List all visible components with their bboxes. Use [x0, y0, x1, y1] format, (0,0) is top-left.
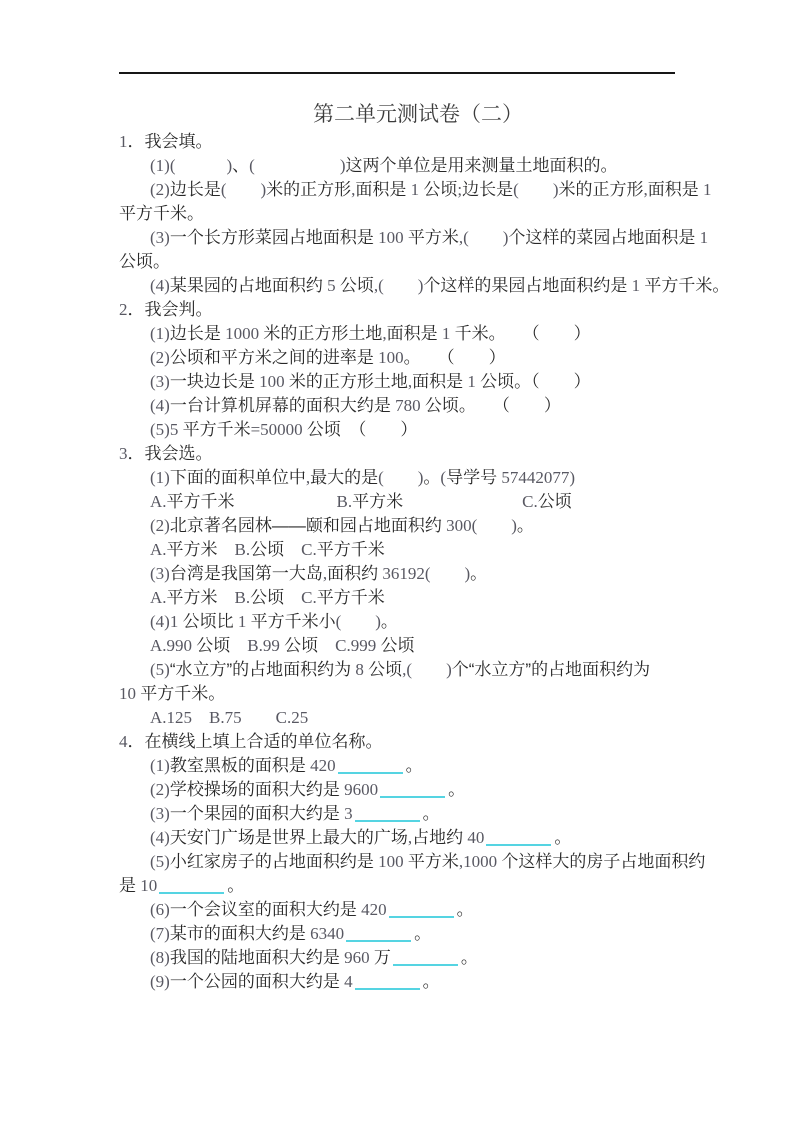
answer-blank [389, 901, 454, 918]
q3-item-2-options: A.平方米 B.公顷 C.平方千米 [150, 540, 385, 559]
q4-item-4 [119, 826, 679, 850]
q4-item-3-period: 。 [422, 804, 440, 823]
q4-item-3 [119, 802, 679, 826]
q1-item-4: (4)某果园的占地面积约 5 公顷,( )个这样的果园占地面积约是 1 平方千米。 [150, 276, 730, 295]
q4-item-9-text: (9)一个公园的面积大约是 4 [150, 972, 353, 991]
q3-item-1-options: A.平方千米 B.平方米 C.公顷 [150, 492, 572, 511]
q3-heading: 3．我会选。 [119, 444, 213, 463]
q4-item-5: (5)小红家房子的占地面积约是 100 平方米,1000 个这样大的房子占地面积约 [150, 852, 706, 871]
q2-heading: 2．我会判。 [119, 300, 213, 319]
answer-blank [355, 973, 420, 990]
q4-item-6-period: 。 [456, 900, 474, 919]
q4-item-7-text: (7)某市的面积大约是 6340 [150, 924, 345, 943]
q4-item-1-text: (1)教室黑板的面积是 420 [150, 756, 336, 775]
q4-item-2-text: (2)学校操场的面积大约是 9600 [150, 780, 379, 799]
q3-item-5: (5)“水立方”的占地面积约为 8 公顷,( )个“水立方”的占地面积约为 [150, 660, 651, 679]
q4-item-7 [119, 922, 679, 946]
q3-item-3-options: A.平方米 B.公顷 C.平方千米 [150, 588, 385, 607]
answer-blank [393, 949, 458, 966]
page-title: 第二单元测试卷（二） [313, 102, 523, 126]
q4-item-8-period: 。 [460, 948, 478, 967]
q3-item-5-options: A.125 B.75 C.25 [150, 708, 309, 727]
q3-item-1: (1)下面的面积单位中,最大的是( )。(导学号 57442077) [150, 468, 576, 487]
q4-item-2 [119, 778, 679, 802]
worksheet-body [119, 130, 730, 994]
q3-item-5-cont: 10 平方千米。 [119, 684, 226, 703]
q4-item-4-text: (4)天安门广场是世界上最大的广场,占地约 40 [150, 828, 485, 847]
q4-item-5-cont [119, 874, 679, 898]
q1-heading: 1．我会填。 [119, 132, 213, 151]
q4-item-8-text: (8)我国的陆地面积大约是 960 万 [150, 948, 391, 967]
q2-item-3: (3)一块边长是 100 米的正方形土地,面积是 1 公顷。（ ） [150, 372, 591, 391]
q2-item-2: (2)公顷和平方米之间的进率是 100。 （ ） [150, 348, 506, 367]
q1-item-2: (2)边长是( )米的正方形,面积是 1 公顷;边长是( )米的正方形,面积是 1 [150, 180, 712, 199]
q4-item-1-period: 。 [405, 756, 423, 775]
q2-item-5: (5)5 平方千米=50000 公顷 （ ） [150, 420, 418, 439]
header-rule [119, 72, 675, 74]
q2-item-1: (1)边长是 1000 米的正方形土地,面积是 1 千米。 （ ） [150, 324, 591, 343]
q4-item-1 [119, 754, 679, 778]
answer-blank [346, 925, 411, 942]
q3-item-3: (3)台湾是我国第一大岛,面积约 36192( )。 [150, 564, 488, 583]
answer-blank [486, 829, 551, 846]
q4-item-6 [119, 898, 679, 922]
q4-item-6-text: (6)一个会议室的面积大约是 420 [150, 900, 387, 919]
answer-blank [159, 877, 224, 894]
q3-item-4: (4)1 公顷比 1 平方千米小( )。 [150, 612, 398, 631]
q3-item-4-options: A.990 公顷 B.99 公顷 C.999 公顷 [150, 636, 415, 655]
q1-item-2-cont: 平方千米。 [119, 204, 204, 223]
q4-item-7-period: 。 [414, 924, 432, 943]
q3-item-2: (2)北京著名园林——颐和园占地面积约 300( )。 [150, 516, 534, 535]
q1-item-3-cont: 公顷。 [119, 252, 170, 271]
answer-blank [380, 781, 445, 798]
answer-blank [355, 805, 420, 822]
q4-item-2-period: 。 [448, 780, 466, 799]
q1-item-1: (1)( )、( )这两个单位是用来测量土地面积的。 [150, 156, 618, 175]
q4-item-8 [119, 946, 679, 970]
q4-item-9 [119, 970, 679, 994]
q4-heading: 4．在横线上填上合适的单位名称。 [119, 732, 383, 751]
q2-item-4: (4)一台计算机屏幕的面积大约是 780 公顷。 （ ） [150, 396, 561, 415]
q4-item-3-text: (3)一个果园的面积大约是 3 [150, 804, 353, 823]
q4-item-5-cont-text: 是 10 [119, 876, 158, 895]
q1-item-3: (3)一个长方形菜园占地面积是 100 平方米,( )个这样的菜园占地面积是 1 [150, 228, 709, 247]
q4-item-9-period: 。 [422, 972, 440, 991]
q4-item-4-period: 。 [554, 828, 572, 847]
answer-blank [338, 757, 403, 774]
q4-item-5-period: 。 [227, 876, 245, 895]
